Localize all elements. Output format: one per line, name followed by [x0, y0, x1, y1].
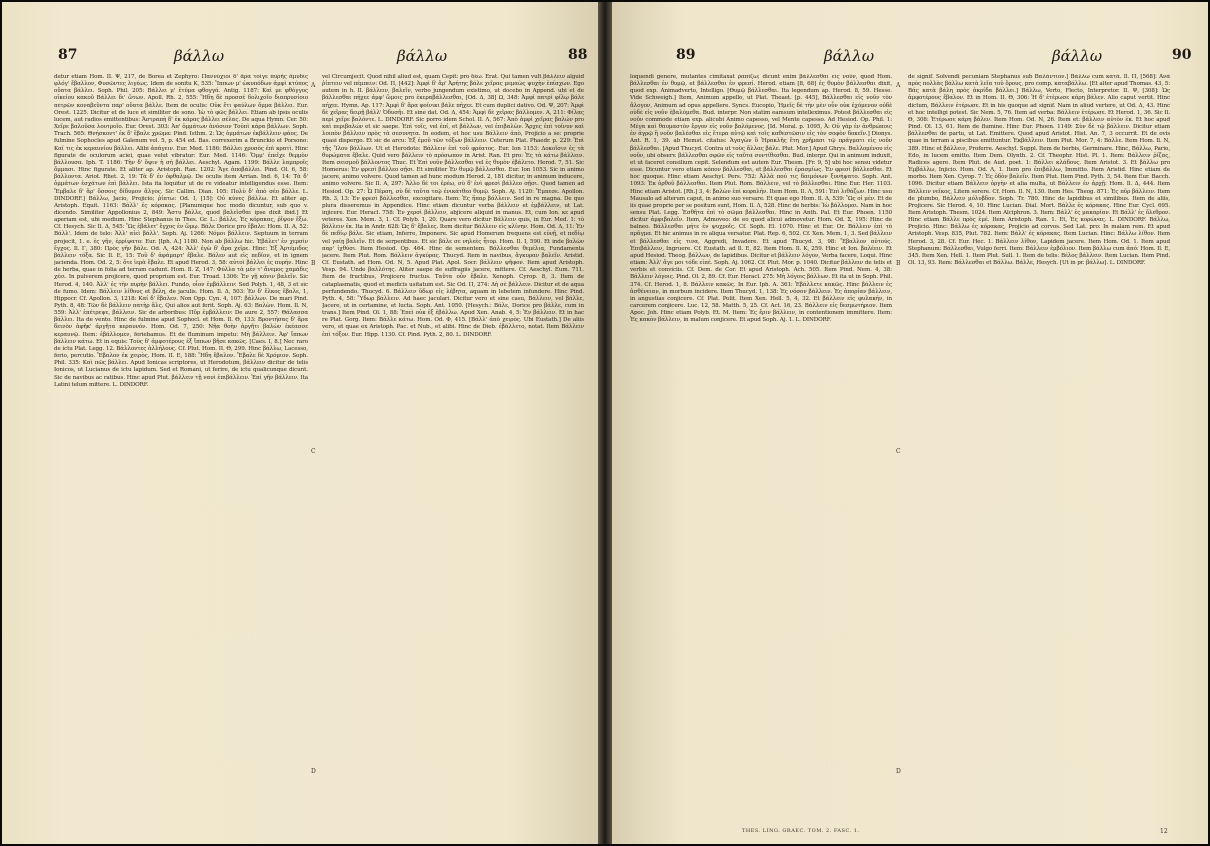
page-number: 88	[568, 47, 588, 63]
right-page	[612, 2, 1208, 844]
margin-letter: A	[896, 82, 901, 89]
page-footer: THES. LING. GRAEC. TOM. 2. FASC. 1.	[742, 828, 860, 834]
running-headword: βάλλω	[824, 47, 875, 65]
page-number: 90	[1172, 47, 1192, 63]
margin-letter: D	[311, 768, 316, 775]
text-column-right: vel Circumjecit. Quod nihil aliud est, quam Cepit: pro δέω. Erat. Qui tamen vult βάλλειν alguid ῥίπτειν vel πέμπειν: Od. Π, [442]: Ἀμφὶ δ' ἄρ' Ἀρήτης βάλε χεῖρας μεμαὼς ψυχὴν ἐπίσχων. Ego autem in h. II. βάλλειν, βαλεῖν, verbo jungendum existimo, ut docebo in Append. ubi et de βάλλεσθαι πήχεε ἀμφ' ὤμοις pro ἐκεραβάλλεσθαι, [Od. Δ, 38] Ω, 348: Ἀμφὶ πατρὶ φίλῳ βάλε πήχεε. Hymn. Ap. 117: Ἀμφὶ δ' ἄρα φοίνικι βάλε πήχεε. Et cum duplici dativo. Od. Ψ, 207: Ἀμφὶ δὲ χεῖρας δειρῇ βάλλ' Ὀδυσῆι. Et sine dat. Od. Δ, 454: Ἀμφὶ δὲ χεῖρας βάλλομεν. Α, 211: Φίλας περὶ χεῖρε βαλόντε. L. DINDORF. Sic porro idem Schol. II. Λ, 567: Ἀπὸ ἀμφὶ χεῖρας βαλών pro καὶ περιβαλών et sic saepe. Ἐπὶ τοῖς, vel ἐπί, et βάλλων, vel ἐπιβαλὼν. Ἄρχες ἐπὶ τοίνυν καὶ λοιπὸν βάλλειν πρὸς τὰ σεσυνητα. In eodem, et hoc usu Βάλλειν ἀπὸ, Projicio a se: proprie quasi dispergo. Et sic de arcu: Ἐξ ἐμοῦ τῶν τόξων βάλλειν. Ceterum Plat. Phaedr. p. 229: Ἐπὶ τῆς Ἴλου βάλλων. Ut et Herodoto: Βάλλειν ἐπὶ τοῦ φρέατος. Eur. Ion 1153: Δοκοῖσιν ἐς τὰ θυρώματα ἔβαλε. Quid vero βάλλειν τὸ πρόσωπον in Arist. Ran. Et pro: Ἐς τὰ κάτω βάλλειν. Item σεισμοῦ βάλλοντος Thuc. Et Ἐπὶ νοῦν βάλλεσθαι vel ἐς θυμὸν ἐβάλετο. Herod. 7, 51. Sic Homerus: Ἐν φρεσὶ βάλλεο σῇσι. Et similiter Ἐν θυμῷ βάλλεσθαι. Eur. Ion 1053. Sic in animo jacere, animo volvere. Quod tamen ad hunc modum Herod. 2, 181 dicitur, in animum inducere, animo volvere. Sic Il. Α, 297: Ἄλλο δέ τοι ἐρέω, σὺ δ' ἐνὶ φρεσὶ βάλλεο σῇσι. Quod tamen ad Hesiod. Op. 27: Ὦ Πέρση, σὺ δὲ ταῦτα τεῷ ἐνικάτθεο θυμῷ. Soph. Aj. 1120: Ἔμπεσε. Apollon. Rh. 3, 13: Ἐν φρεσὶ βάλλεσθαι, excogitare. Item: Ἐς ἥπαρ βάλλειν. Sed in re magna. De quo plura disseremus in Appendice. Hinc etiam dicuntur verba βάλλειν et ἐμβάλλειν, ut Lat. injicere. Eur. Heracl. 758: Ἐν χερσὶ βάλλειν, abjicere aliquid in manus. Et, cum Ion. κε apud veteres. Xen. Mem. 3, 1. Cf. Polyb. 1, 20. Quare vero dicitur Βάλλειν quis, in Eur. Med. 1: τὸ βάλλειν ἐκ. Ita in Andr. 628: Ὡς δ' ἔβαλες. Item dicitur Βάλλειν εἰς κλίνην. Hom. Od. Δ, 11: Ἐν δὲ πεδίῳ βάλε. Sic etiam, Inferre, Imponere. Sic apud Homerum frequens est εὐνῇ, et πεδίῳ vel γαίῃ βαλεῖν. Et de serpentibus. Et sic βάλε σε νηλεὲς ἦτορ. Hom. Il. Ι, 590. Et inde βαλὼν παρ' ἰχθύσι. Item Hesiod. Op. 464. Hinc de sementem. Βάλλεσθαι θεμέλια, Fundamenta jacere. Item Plut. Rom. Βάλλειν ἀγκύρας. Thucyd. Item in navibus, ἄγκυραν βαλεῖν. Aristid. Cf. Eustath. ad Hom. Od. Ν, 5. Apud Plat. Apol. Socr. βάλλειν ψῆφον. Item apud Aristoph. Vesp. 94. Unde βαλλότης. Aliter saepe de suffragiis jacere, mittere. Cf. Aeschyl. Eum. 711. Item de fructibus, Projicere fructus. Ταῦτα οὖν ἔβαλε. Xenoph. Cyrop. 8, 3. Item de cataplasmatis, quod et medicis usitatum est. Sic Od. Π, 274: Δὴ σὲ βάλλειν. Dicitur et de aqua perfundendo. Thucyd. 6. Βάλλειν ὕδωρ εἰς λέβητα, aquam in lebetem infundere. Hinc Pind. Pyth. 4, 58: Ὕδωρ βάλλειν. Ad haec jaculari. Dicitur vero et sine casu, Βάλλειν, vel βάλλε, Jacere, ut in certamine, et lucta. Soph. Ant. 1050. [Hesych.: Βάλε, Dorice pro βάλλε, cum in trans.] Item Pind. Ol. 1, 88: Ἐπεὶ οὐκ ἐξ ἐβάλλω. Apud Xen. Anab. 4, 5: Ἐν βάλλειν. Et in hac re Plat. Gorg. Item: Βάλλε κάτω. Hom. Od. Φ, 415. [Βάλλ' ἀπὸ χειρὸς. Ubi Eustath.] De aliis vero, et quae ex Aristoph. Pac. et Nub., et alibi. Hinc de Dieb. ἐβάλλετο, notat. Item Βάλλειν ἐπὶ τόξον. Eur. Hipp. 1130. Cf. Pind. Pyth. 2, 80. L. DINDORF.	[322, 74, 584, 338]
margin-letter: D	[896, 768, 901, 775]
text-column-left: loquendi genere, mutantes cimitaxat ῥαπίζω; dicunt enim βάλλεσθαι εἰς νοῦν, quod Hom. βάλλεσθαι ἐν θυμῷ, et βάλλεσθαι ἐν φρεσί. Herod. etiam [8, 68] ἐς θυμὸν βάλλεσθαι dixit, quod exp. Animadverto, Intelligo. [Θυμῷ βάλλεσθαι. Ita legendum ap. Herod. 8, 59. Hesse. Vide Schweigh.] Item, Animum appello, ut Plat. Theaet. [p. 445], Βάλλεσθαι εἰς νοῦν τὸν ἄλογον, Animum ad opus appellere. Syncs. Eucopio, Ἡμεῖς δὲ τὴν μὲν οὖν οὐκ ἐχόμενον οὐδὲ οὐδὲ εἰς νοῦν ἐβαλόμεθα. Bud. interpr. Non statim eamsum intelleximus. Potest βάλλεσθαι εἰς νοῦν commode etiam exp. alicubi Animo capesso, vel Mente capesso. Ad Hesiod. Op. Phil. 1: Μέγα καὶ θαυμαστὸν ἔργον εἰς νοῦν βαλόμενος. [Id. Moral. p. 1095, Ἀ: Οὐ γὰρ ἐν ἀνθρώποις ἐν ἀγρῷ ἢ νοῦν βαλέσθαι εἰς ἕτερα αὐτῷ καὶ τοῖς καθεστῶσιν εἰς τὸν σοφὸν δοκεῖν.] Dionys. Ant. R. 1, 39. ab Hemst. citatus: Ἀγαγὼν ὃ Ἡρακλῆς ἔτη χρῆμασι τῷ πράγματι εἰς νοῦν βάλλεσθαι. [Apud Thucyd. Contra ut τοὺς ἄλλας βάλε. Plut. Mor.] Apud Ghrys. Βαλλομένου εἰς νοῦν, ubi observ. βάλλεσθαι σφῶν εἰς ταῦτα συντίθεσθαι. Bud. interpr. Qui in animum induxit, et ut faceret consilium cepit. Selendum est autem Eur. Thesm. [Fr. 9, 5] ubi hoc sensu videtur esse. Dicuntur vero etiam κόπον βάλλεσθαι, et βάλλεσθαι ἐρασμίως. Ἐν φρεσὶ βάλλεσθαι. Et hoc quoque. Hinc etiam Aeschyl. Pers. 752: Ἀλλὰ πού τις δαιμόνων ξυνήψατο. Soph. Ant. 1093: Ἐκ ὀρθοῦ βάλλεσθαι. Item Plut. Rom. Βάλλειν, vel τὸ βάλλεσθαι. Hinc Eur. Her. 1103. Hinc etiam Aristot. [Rh.] 3, 4: βαλὼν ἐπὶ κεφαλήν. Item Hom. Il. Λ, 591: Ἐπὶ λιθάζων. Hinc usu Mausalo ad alterum caput, in animo suo versare. Et quae ego Hom. Il. Δ, 539: Ὣς οἱ μὲν. Et de iis quae proprie per se positum sunt, Hom. Il. Λ, 528. Hinc de herbis: Ἰὼ βάλλομαι. Nam in hoc sensu Plat. Legg. Ἐσθῆτα ἐπὶ τὸ σῶμα βάλλεσθαι. Hinc in Anth. Pal. Et Eur. Phoen. 1150 dicitur ἀμφιβαλεῖν. Item, Admoveo: de eo quod alicui admovetur. Hom. Od. Σ, 195: Hinc de balneo. Βάλλεσθαι μήτε ἐν ψυχροῖς. Cf. Soph. El. 1070. Hinc et Eur. Or. Βάλλειν ἐπὶ τὸ πρᾶγμα. Et hic animus in re aliqua versatur. Plat. Rep. 6, 502. Cf. Xen. Mem. 1, 3. Sed βάλλειν et βάλλεσθαι εἰς τινα, Aggredi, Invadere. Et apud Thucyd. 3, 98: Ἔβαλλον αὐτούς. Ἐπιβάλλειν, Ingruere. Cf. Eustath. ad Il. Ε, 82. Item Hom. Il. Κ, 259. Hinc et Ion. βαλέειν. Et apud Hesiod. Theog. βάλλων, de lapidibus. Dicitur et βάλλειν λόγον, Verba facere, Loqui. Hinc etiam: Ἀλλ' ἄγε μοι τόδε εἰπέ. Soph. Aj. 1062. Cf. Plut. Mor. p. 1040. Dicitur βάλλειν de telis et verbis et conviciis. Cf. Dem. de Cor. Et apud Aristoph. Ach. 505. Item Pind. Nem. 4, 38: Βάλλειν λόγοις. Pind. Ol. 2, 89. Cf. Eur. Heracl. 275: Μὴ λόγοις βάλλων. Et ita ut in Soph. Phil. 374. Cf. Herod. 1, 8. Βάλλειν κακῶς. In Eur. Iph. A. 361: Ἐβάλλετε κακῶς. Hinc βάλλειν ἐς ἀσθένειαν, in morbum incidere. Item Thucyd. 1, 138: Ἐς νόσον βάλλειν. Ἐς ἀπορίαν βάλλειν, in angustias conjicere. Cf. Plat. Polit. Item Xen. Hell. 5, 4, 32. Et βάλλειν εἰς φυλακήν, in carcerem conjicere. Luc. 12, 58. Matth. 5, 25. Cf. Act. 16, 23. Βάλλειν εἰς δεσμωτήριον. Item Apoc. Joh. Hinc etiam Polyb. Et. M. Item: Ἐς ἔριν βάλλειν, in contentionem immittere. Item: Ἐς κακὸν βάλλειν, in malum conjicere. Et apud Soph. Aj. 1. L. DINDORF.	[630, 74, 892, 324]
left-page-header	[2, 47, 598, 69]
right-page-header	[612, 47, 1208, 69]
left-page	[2, 2, 598, 844]
book-gutter	[598, 2, 612, 844]
margin-letter: C	[896, 448, 901, 455]
margin-letter: C	[311, 448, 316, 455]
book-spread	[2, 2, 1208, 844]
page-number: 87	[58, 47, 78, 63]
margin-letter: A	[311, 82, 316, 89]
running-headword: βάλλω	[397, 47, 448, 65]
margin-letter: B	[896, 260, 901, 267]
running-headword: βάλλω	[1052, 47, 1103, 65]
text-column-left: detur etiam Hom. II. Ψ, 217, de Borea et Zephyro: Παννύχιοι δ' ἄρα τοίγε πυρῆς ἄμυδις φλόγ' ἔβαλλον, Φυσῶντες λιγέως. Idem de sonitu K, 535: Ἵππων μ' ὠκυπόδων ἀμφὶ κτύπος οὔατα βάλλει. Soph. Phil. 205: Βάλλει μ' ἐτύμα φθογγά. Antig. 1187: Καὶ με φθόγγος οἰκείου κακοῦ Βάλλει δι' ὤτων. Apoll. Rh. 2, 555: Ἤδη δὲ προσσέ δολιχοῖο διαπρυσίοιο πετρῶν κοναβεῦντα παρ' οὔατα βάλλε. Item de oculis: Οὐκ ἔτι φαύλων ὄμμα βάλλει. Eur. Orest. 1225. Dicitur et de luce et similiter de sono. Ἰὼ τὸ φῶς βάλλει. Etiam ab ipsis oculis lucem, aut radios emittentibus: Ἀστραπὴ δ' ἐκ κάρας βάλλει σέλας. De aqua Hymn. Cer. 50: Χεῖρε βαλοῦσα λουτροῖο. Eur. Orest. 303: Ἀπ' ὀμμάτων ἀνόσιον Τοὐπὶ κάρα βάλλων. Soph. Trach. 565: Θνήσκοντ' ἐκ δ' ἔβαλε χρῶμα: Pind. Isthm. 2: Ὡς ὀμμάτων ἐκβάλλειν φάος. De fulmine Sophocles apud Galenum vol. 5, p. 454 ed. Bas. correxerim a Brunckio et Porsono: Καί τις ἐκ κεραυνίου βάλλει. Alibi ἀπάγειν. Eur. Med. 1186: Βάλλει χρυσὸς ἐπὶ κρατὶ. Hinc figurate de oculorum aciei, quae velut vibratur: Eur. Med. 1146: Ὄμμ' ἐπεῖχε θερμὸν βάλλουσα. Iph. T. 1186: Τὴν δ' ὄψιν ἡ σὴ βάλλει. Aeschyl. Agam. 1199: Βάλλε λαμπροῖς ὄμμασι. Hinc figurate. Et aliter ap. Aristoph. Ran. 1202: Ἄγε ἀποβάλλει. Pind. Ol. 6, 58: βάλλοντα. Ariot. Rhet. 2, 19: Τὰ δ' ἐν ὀφθαλμῷ. De oculis item Arrian. Ind. 6, 14: Τὰ δ' ὀμμάτων ἐσχάτων ἐπὶ βάλλει. Ista ita loquitur ut de re videatur intelligendus esse. Item: Ἔμβαλε δ' ἄρ' ὄσσοις δίδυμον ἄλγος. Sic Callim. Dian. 105: Πολὺ δ' ἀπὸ σέο βάλλε. L. DINDORF.] Βάλλω, Jacio, Projicio; ῥίπτω: Od. I, [15]: Οὐ κύνες βάλλω. Et aliter ap. Aristoph. Equit. 1163: Βάλλ' ἐς κόρακας. [Planumque hoc modo dicuntur, sub quo v. dicendo. Similiter Appollonius 2, 849: Ἄστυ βάλλε, quod βαλεῖσθαι ipse dixit ibid.] Et aperiam est, ubi medium. Hinc Stephanus in Thes. Gr. L.: βάλλε, Ἐς κόρακας, ῥῖψον ἔξω. Cf. Hesych. Sic Il. Δ, 545: Ὢς ἐβάλετ' ἔγχος ἐν ὤμῳ. Βάλε Dorice pro ἔβαλε: Hom. II. Α, 52: Βάλλ'. Idem de telo: Ἀλλ' αἰεὶ βάλλ'. Soph. Aj. 1266: Νόμοι βάλλειν. Septuum in terram projecit, 1. e. ἐς γῆν, ἐρρίψατο: Eur. [Iph. A.] 1180. Non ab βάλλω hic. Ἐβάλετ' ἐν χερσὶν ἔγχος. Il. Γ, 380: Πρὸς γῆν βάλε. Od. Λ, 424: Ἀλλ' ἐγὼ δ' ἄρα χεῖρε. Hinc: Ἐξ Ἀρτέμιδος βάλλειν τόξα. Sic Il. Ε, 15: Τοῦ δ' ἀφάμαρτ' ἔβαλε. Βάλεν aut εἰς πεδίον, et in ignem jacienda. Hom. Od. 2, 5: ὅτε ἱερὰ ἔβαλε. Et apud Herod. 3, 58: αὐτοὶ βάλλει ἐς πυρήν. Hinc de herba, quae in folia ad terram cadunt. Hom. Il. Ζ, 147: Φύλλα τὰ μέν τ' ἄνεμος χαμάδις χέει. In pulverem projicere, quod proprium est. Eur. Troad. 1306: Ἐν γῇ κόνιν βαλεῖν. Sic Herod. 4, 140. Ἀλλ' ἐς τὴν πυρὴν βάλλει. Fundo, οἷον ἐμβάλλειν: Sed Polyb. 1, 48, 3 et sic de fumo. Idem: Βάλλειν λίθους et βέλη, de jaculis. Hom. Il. Δ, 503: Ἐν δ' ἕλκος ἔβαλε, 1, Hippocr. Cf. Apollon. 3, 1218: Καί δ' ἔβαλεν. Non Opp. Cyn. 4, 107: βάλλων. De mari Pind. Pyth. 8, 48: Τῶν δὲ βάλλειν πατὴρ ἅλς. Qui alios aut ferit. Soph. Aj. 63: Βαλὼν. Hom. Il. Ν, 559: Ἀλλ' ἐπέτρεψε, βάλλειν. Sic de arboribus: Πῦρ ἐμβάλλειν: De aure 2, 557: Θάλασσα βάλλει. Ita de vento. Hinc de fulmine apud Sophocl. et Hom. Il. Θ, 133: Βροντήσας δ' ἄρα δεινὸν ἀφῆκ' ἀργῆτα κεραυνόν. Hom. Od. 7, 250: Νῆα θοὴν ἀργῆτι βαλὼν ἐκέασσε κεραυνῷ. Item: ἐβάλλομεν, feriebamus. Et de fluminum impetu: Μὴ βάλλειν. Ἀφ' ἵππων βάλλειν κάτω. Et in equis: Τοὺς δ' ἀμφοτέρους ἐξ ἵππων βῆσε κακῶς. [Caes. I, 8.] Nec raro de ictu Plat. Legg. 12. Βάλλοντες ἀλλήλους. Cf. Plut. Hom. II. Θ, 299. Hinc βάλλω, Lacesso, ferio, percutio. Ἔβαλον ἐκ χειρὸς. Hom. II. Ε, 188: Ἤδη ἔβαλον. Ἔβαλε δὲ Χρόμιον. Soph. Phil. 335: Καὶ πῶς βάλλει. Apud Ionicas scriptores, ut Herodotum, βάλλειν dicitur de telis Ionicos, ut Lucianus de ictu lapidum. Sed et Romani, ut ferire, de ictu qualicunque dicunt. Sic de navibus ac ratibus. Hinc apud Plut. βάλλειν τῇ ναυὶ ἐπιβάλλειν. Ἐπὶ γῆν βάλλειν. Ita Latini telum mittere. L. DINDORF.	[54, 74, 308, 388]
text-column-right: de signif. Solvendi pecuniam Stephanus sub Βαλάντιον.] Βάλλω cum κατὰ. Il. Π, [568]: Ἀνὰ πρὸς πολλὰς βάλλω κατὰ λεῖα τοῦ ὄρους, pro comp. καταβάλλω. [Et alter apud Thomas. 43, 5: Βάς κατὰ βάλη πρὸς ἀκρίδα βάλλει.] Βάλλω, Verto, Flecto, Interpretor. II. Ψ, [308]: Ὡς ἀμφοτέρους ἔβαλον. Et in Hom. II. Θ, 306: Ἡ δ' ἑτέρωσε κάρη βάλεν. Alio caput vertit. Hinc dictum, Βάλλειν ἑτέρωσε. Et in his quoque ad signif. Nam in aliud vertere, ut Od. Δ, 43. Hinc et hoc intelligi potest. Sic Nem. 5, 76. Item ad verba: Βάλλειν ἑτέρωσε. Et Herod. 1, 36. Sic Il. Θ, 308: Ἑτέρωσε κάρη βάλεν. Item Hom. Od. Ν, 26. Item et: βάλλειν αὐτὸν ἐκ. Et hoc apud Pind. Ol. 13, 61. Item de flumine. Hinc Eur. Phoen. 1149: Σὺν δὲ τῷ βάλλειν. Dicitur etiam βάλλεσθαι de partu, ut Lat. Emittere. Quod apud Aristot. Hist. An. 7, 3 occurrit. Et de ovis quae in terram a piscibus emittuntur. Ἐκβάλλειν. Item Plut. Mor. 7, 4: Βάλλε. Item Hom. Il. Ν, 389. Hinc et βάλλειν, Proferre. Aeschyl. Suppl. Item de herbis, Germinare. Hinc, Βάλλω, Pario, Edo, in lucem emitto. Item Dem. Olynth. 2. Cf. Theophr. Hist. Pl. 1. Item: Βάλλειν ῥίζας, Radices agere. Item Plut. de Aud. poet. 1: Βάλλει κλάδους. Item Aristot. 3. Et βάλλω pro Ἐμβάλλω, Injicio. Hom. Od. Λ, 1. Item pro ἐπιβάλλω, Immitto. Item Aristid. Hinc etiam de morbo. Item Xen. Cyrop. 7: Ἐς ὁδὸν βαλεῖν. Item Plut. Item Pind. Pyth. 3, 54. Item Eur. Bacch. 1096. Dicitur etiam Βάλλειν ὀργὴν et alia multa, ut Βάλλειν ἐν ἀρχῇ: Hom. Il. Δ, 444. Item Βάλλειν νεῖκος, Litem serere. Cf. Hom. Il. Ν, 130. Item Hes. Theog. 871: Ἐς πῦρ βάλλειν. Item de plumbo, Βάλλειν μόλυβδον. Soph. Tr. 780. Hinc de lapidibus et similibus. Item de aliis, Projicere. Sic Herod. 4, 10. Hinc Lucian. Dial. Mort. Βάλλε ἐς κόρακας. Hinc Eur. Cycl. 695. Item Aristoph. Thesm. 1024. Item Alciphron. 3. Item: Βάλλ' ἐς μακαρίαν. Et Βάλλ' ἐς ὄλεθρον. Hinc etiam Βάλλε πρὸς ἐμέ. Item Aristoph. Ran. 1. Et, Ἐς κορώνας. L. DINDORF. Βάλλω, Projicio. Hinc: Βάλλω ἐς κόρακας, Projicio ad corvos. Sed Lat. pro: In malam rem. Et apud Aristoph. Vesp. 835, Plut. 782. Item: Βάλλ' ἐς κόρακας. Item Lucian. Hinc: Βάλλω λίθον. Item Herod. 3, 28. Cf. Eur. Hec. 1. Βάλλειν λίθον, Lapidem jacere. Item Hom. Od. 1. Item apud Stephanum: Βάλλεσθαι, Vulgo ferri. Item: Βάλλειν ἐμβόλιον. Item βάλλω cum ἀπό: Hom. Il. Ε, 345. Item Xen. Hell. 1. Item Plut. Sull. 1. Item de telis: Βέλος βάλλειν. Item Lucian. Item Pind. Ol. 13, 93. Item: Βάλλεσθαι et Βάλλω. Βάλλε, Hesych. [Ut in pr. βάλλω]. L. DINDORF.	[908, 74, 1170, 267]
running-headword: βάλλω	[174, 47, 225, 65]
page-number: 89	[676, 47, 696, 63]
signature-mark: 12	[1160, 828, 1168, 835]
margin-letter: B	[311, 260, 316, 267]
